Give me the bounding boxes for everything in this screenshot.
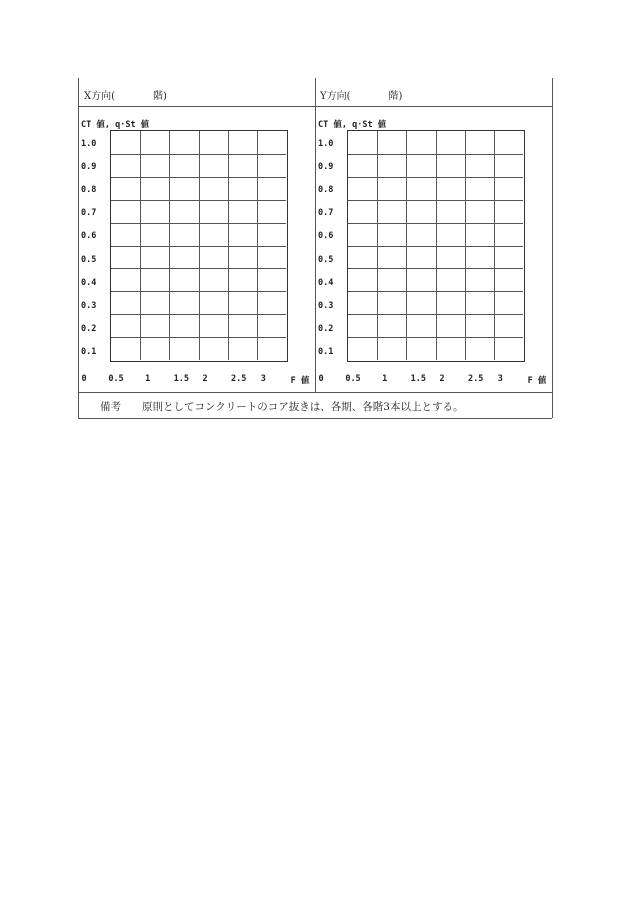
y-x-tick-label: 1 <box>382 374 388 384</box>
x-x-tick-label: 0.5 <box>108 374 124 384</box>
form-bottom-border <box>78 418 552 419</box>
x-y-tick-label: 0.6 <box>81 231 97 242</box>
x-x-tick-label: 2.5 <box>230 374 247 384</box>
x-y-tick-label: 0.3 <box>81 301 97 311</box>
y-x-tick-label: 1.5 <box>410 374 427 384</box>
x-y-tick-label: 1.0 <box>81 138 97 149</box>
evaluation-form <box>78 78 552 418</box>
x-y-tick-label: 0.4 <box>81 277 97 288</box>
x-x-tick-label: 1.5 <box>173 374 190 384</box>
remarks-label: 備考 <box>100 401 121 413</box>
remarks-row <box>78 392 552 418</box>
x-y-tick-label: 0.7 <box>81 208 97 219</box>
y-x-tick-label: 2 <box>439 374 445 384</box>
y-y-tick-label: 0.9 <box>318 161 334 172</box>
y-x-tick-label: F 値 <box>527 376 547 386</box>
x-direction-label: X方向( <box>84 91 116 102</box>
y-x-tick-label: 0 <box>318 374 324 384</box>
x-y-tick-label: 0.9 <box>81 161 97 172</box>
y-x-tick-label: 0.5 <box>345 374 361 384</box>
x-chart-grid <box>110 130 288 362</box>
x-y-tick-label: 0.1 <box>81 347 97 358</box>
x-y-tick-label: 0.2 <box>81 324 97 335</box>
y-y-tick-label: 0.3 <box>318 301 334 311</box>
x-chart-y-axis-label: CT 値, q·St 値 <box>81 120 150 130</box>
x-x-tick-label: 0 <box>81 374 87 384</box>
y-y-tick-label: 0.2 <box>318 324 334 335</box>
x-direction-chart <box>78 106 314 392</box>
y-x-tick-label: 3 <box>497 374 503 384</box>
x-x-tick-label: 1 <box>145 374 151 384</box>
x-direction-header <box>84 87 167 102</box>
x-y-tick-label: 0.8 <box>81 185 97 195</box>
y-y-tick-label: 0.4 <box>318 277 334 288</box>
x-x-tick-label: 3 <box>260 374 266 384</box>
x-x-tick-label: 2 <box>202 374 208 384</box>
form-right-border <box>552 78 553 418</box>
y-chart-grid <box>347 130 525 362</box>
y-direction-label: Y方向( <box>320 91 351 102</box>
y-x-tick-label: 2.5 <box>467 374 484 384</box>
y-direction-header <box>320 87 402 102</box>
y-y-tick-label: 0.1 <box>318 347 334 358</box>
y-chart-y-axis-label: CT 値, q·St 値 <box>318 120 387 130</box>
y-y-tick-label: 0.6 <box>318 231 334 242</box>
x-floor-suffix: 階) <box>153 91 167 102</box>
y-y-tick-label: 0.7 <box>318 208 334 219</box>
y-floor-suffix: 階) <box>388 91 403 102</box>
y-y-tick-label: 1.0 <box>318 138 334 149</box>
x-x-tick-label: F 値 <box>290 376 310 386</box>
y-direction-chart <box>315 106 551 392</box>
y-y-tick-label: 0.8 <box>318 185 334 195</box>
x-y-tick-label: 0.5 <box>81 254 97 265</box>
remarks-text: 原則としてコンクリートのコア抜きは、各期、各階3本以上とする。 <box>142 401 464 413</box>
y-y-tick-label: 0.5 <box>318 254 334 265</box>
